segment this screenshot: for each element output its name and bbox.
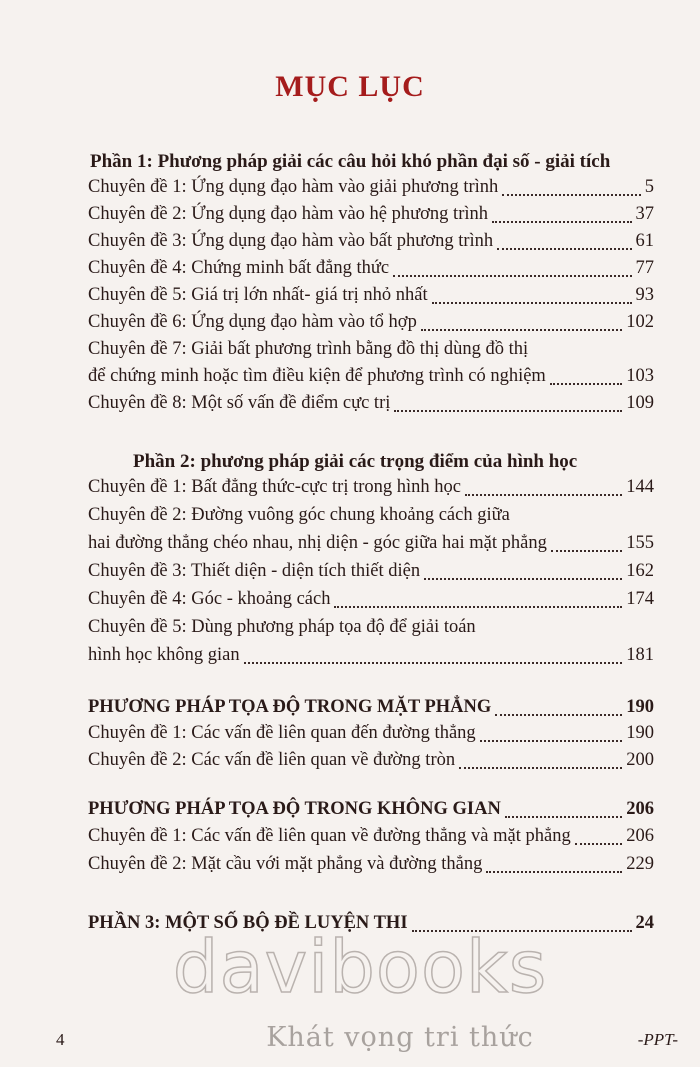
publisher-mark: -PPT- <box>637 1030 678 1049</box>
section-heading-space[interactable] <box>88 799 654 823</box>
part1-title: Phần 1: Phương pháp giải các câu hỏi khó phần đại số - giải tích <box>90 151 611 172</box>
toc-entry[interactable] <box>88 231 654 255</box>
dot-leader <box>480 740 623 742</box>
toc-entry[interactable] <box>88 177 654 201</box>
toc-entry[interactable] <box>88 645 654 669</box>
toc-entry-page: 181 <box>626 645 654 665</box>
toc-entry-page: 5 <box>644 177 654 197</box>
toc-entry[interactable] <box>88 561 654 585</box>
page-number: 4 <box>56 1030 65 1049</box>
dot-leader <box>465 494 622 496</box>
part2-title: Phần 2: phương pháp giải các trọng điểm của hình học <box>133 451 578 472</box>
toc-entry[interactable] <box>88 533 654 557</box>
toc-entry-page: 103 <box>626 366 654 386</box>
watermark-logo: davibooks <box>172 925 548 1009</box>
toc-entry-text: Chuyên đề 1: Ứng dụng đạo hàm vào giải phương trình <box>88 177 499 197</box>
toc-entry-page: 109 <box>626 393 654 413</box>
toc-entry-text: Chuyên đề 6: Ứng dụng đạo hàm vào tổ hợp <box>88 312 417 332</box>
dot-leader <box>492 221 632 223</box>
dot-leader <box>486 871 622 873</box>
dot-leader <box>334 606 622 608</box>
toc-entry[interactable] <box>88 589 654 613</box>
dot-leader <box>394 410 622 412</box>
toc-entry[interactable] <box>88 204 654 228</box>
toc-entry-text: Chuyên đề 8: Một số vấn đề điểm cực trị <box>88 393 391 413</box>
dot-leader <box>459 767 622 769</box>
dot-leader <box>551 550 622 552</box>
section-page: 206 <box>626 799 654 819</box>
dot-leader <box>505 816 622 818</box>
toc-entry[interactable] <box>88 750 654 774</box>
dot-leader <box>502 194 640 196</box>
dot-leader <box>424 578 622 580</box>
section-page: 190 <box>626 697 654 717</box>
toc-entry-line[interactable]: Chuyên đề 7: Giải bất phương trình bằng đồ thị dùng đồ thị <box>88 339 529 359</box>
toc-entry-text: Chuyên đề 4: Góc - khoảng cách <box>88 589 331 609</box>
toc-entry-text: Chuyên đề 2: Các vấn đề liên quan về đường tròn <box>88 750 456 770</box>
toc-entry-page: 77 <box>635 258 654 278</box>
toc-entry-page: 37 <box>635 204 654 224</box>
toc-entry-page: 102 <box>626 312 654 332</box>
toc-entry-page: 190 <box>626 723 654 743</box>
toc-entry-text: hai đường thẳng chéo nhau, nhị diện - góc giữa hai mặt phẳng <box>88 533 547 553</box>
toc-entry-text: Chuyên đề 1: Các vấn đề liên quan đến đường thẳng <box>88 723 476 743</box>
section-title: PHƯƠNG PHÁP TỌA ĐỘ TRONG KHÔNG GIAN <box>88 799 501 819</box>
section-heading-plane[interactable] <box>88 697 654 721</box>
dot-leader <box>393 275 631 277</box>
toc-entry-page: 229 <box>626 854 654 874</box>
toc-entry[interactable] <box>88 312 654 336</box>
toc-entry[interactable] <box>88 723 654 747</box>
dot-leader <box>421 329 622 331</box>
dot-leader <box>432 302 632 304</box>
toc-entry[interactable] <box>88 393 654 417</box>
watermark-slogan: Khát vọng tri thức <box>266 1022 534 1053</box>
toc-entry-page: 144 <box>626 477 654 497</box>
section-page: 24 <box>635 913 654 933</box>
page-title: MỤC LỤC <box>275 70 425 103</box>
dot-leader <box>495 714 622 716</box>
toc-entry-page: 155 <box>626 533 654 553</box>
toc-entry-line[interactable]: Chuyên đề 2: Đường vuông góc chung khoảng cách giữa <box>88 505 510 525</box>
toc-entry[interactable] <box>88 826 654 850</box>
toc-entry-text: Chuyên đề 1: Các vấn đề liên quan về đường thẳng và mặt phẳng <box>88 826 571 846</box>
toc-entry-text: Chuyên đề 4: Chứng minh bất đẳng thức <box>88 258 390 278</box>
toc-entry[interactable] <box>88 366 654 390</box>
toc-entry-text: Chuyên đề 5: Giá trị lớn nhất- giá trị nhỏ nhất <box>88 285 428 305</box>
toc-entry-text: Chuyên đề 2: Mặt cầu với mặt phẳng và đường thẳng <box>88 854 483 874</box>
dot-leader <box>575 843 623 845</box>
toc-entry[interactable] <box>88 477 654 501</box>
toc-entry-page: 206 <box>626 826 654 846</box>
toc-entry[interactable] <box>88 854 654 878</box>
toc-entry-text: Chuyên đề 3: Ứng dụng đạo hàm vào bất phương trình <box>88 231 494 251</box>
toc-entry-page: 174 <box>626 589 654 609</box>
toc-entry[interactable] <box>88 285 654 309</box>
toc-entry-page: 200 <box>626 750 654 770</box>
toc-entry[interactable] <box>88 258 654 282</box>
section-title: PHẦN 3: MỘT SỐ BỘ ĐỀ LUYỆN THI <box>88 913 408 933</box>
dot-leader <box>497 248 631 250</box>
toc-entry-text: Chuyên đề 1: Bất đẳng thức-cực trị trong hình học <box>88 477 462 497</box>
toc-entry-page: 162 <box>626 561 654 581</box>
dot-leader <box>550 383 622 385</box>
toc-entry-page: 61 <box>635 231 654 251</box>
toc-entry-text: Chuyên đề 3: Thiết diện - diện tích thiết diện <box>88 561 421 581</box>
toc-entry-text: hình học không gian <box>88 645 240 665</box>
toc-entry-text: Chuyên đề 2: Ứng dụng đạo hàm vào hệ phương trình <box>88 204 488 224</box>
toc-entry-text: để chứng minh hoặc tìm điều kiện để phương trình có nghiệm <box>88 366 546 386</box>
section-title: PHƯƠNG PHÁP TỌA ĐỘ TRONG MẶT PHẲNG <box>88 697 492 717</box>
dot-leader <box>244 662 623 664</box>
toc-entry-line[interactable]: Chuyên đề 5: Dùng phương pháp tọa độ để giải toán <box>88 617 476 637</box>
toc-entry-page: 93 <box>635 285 654 305</box>
